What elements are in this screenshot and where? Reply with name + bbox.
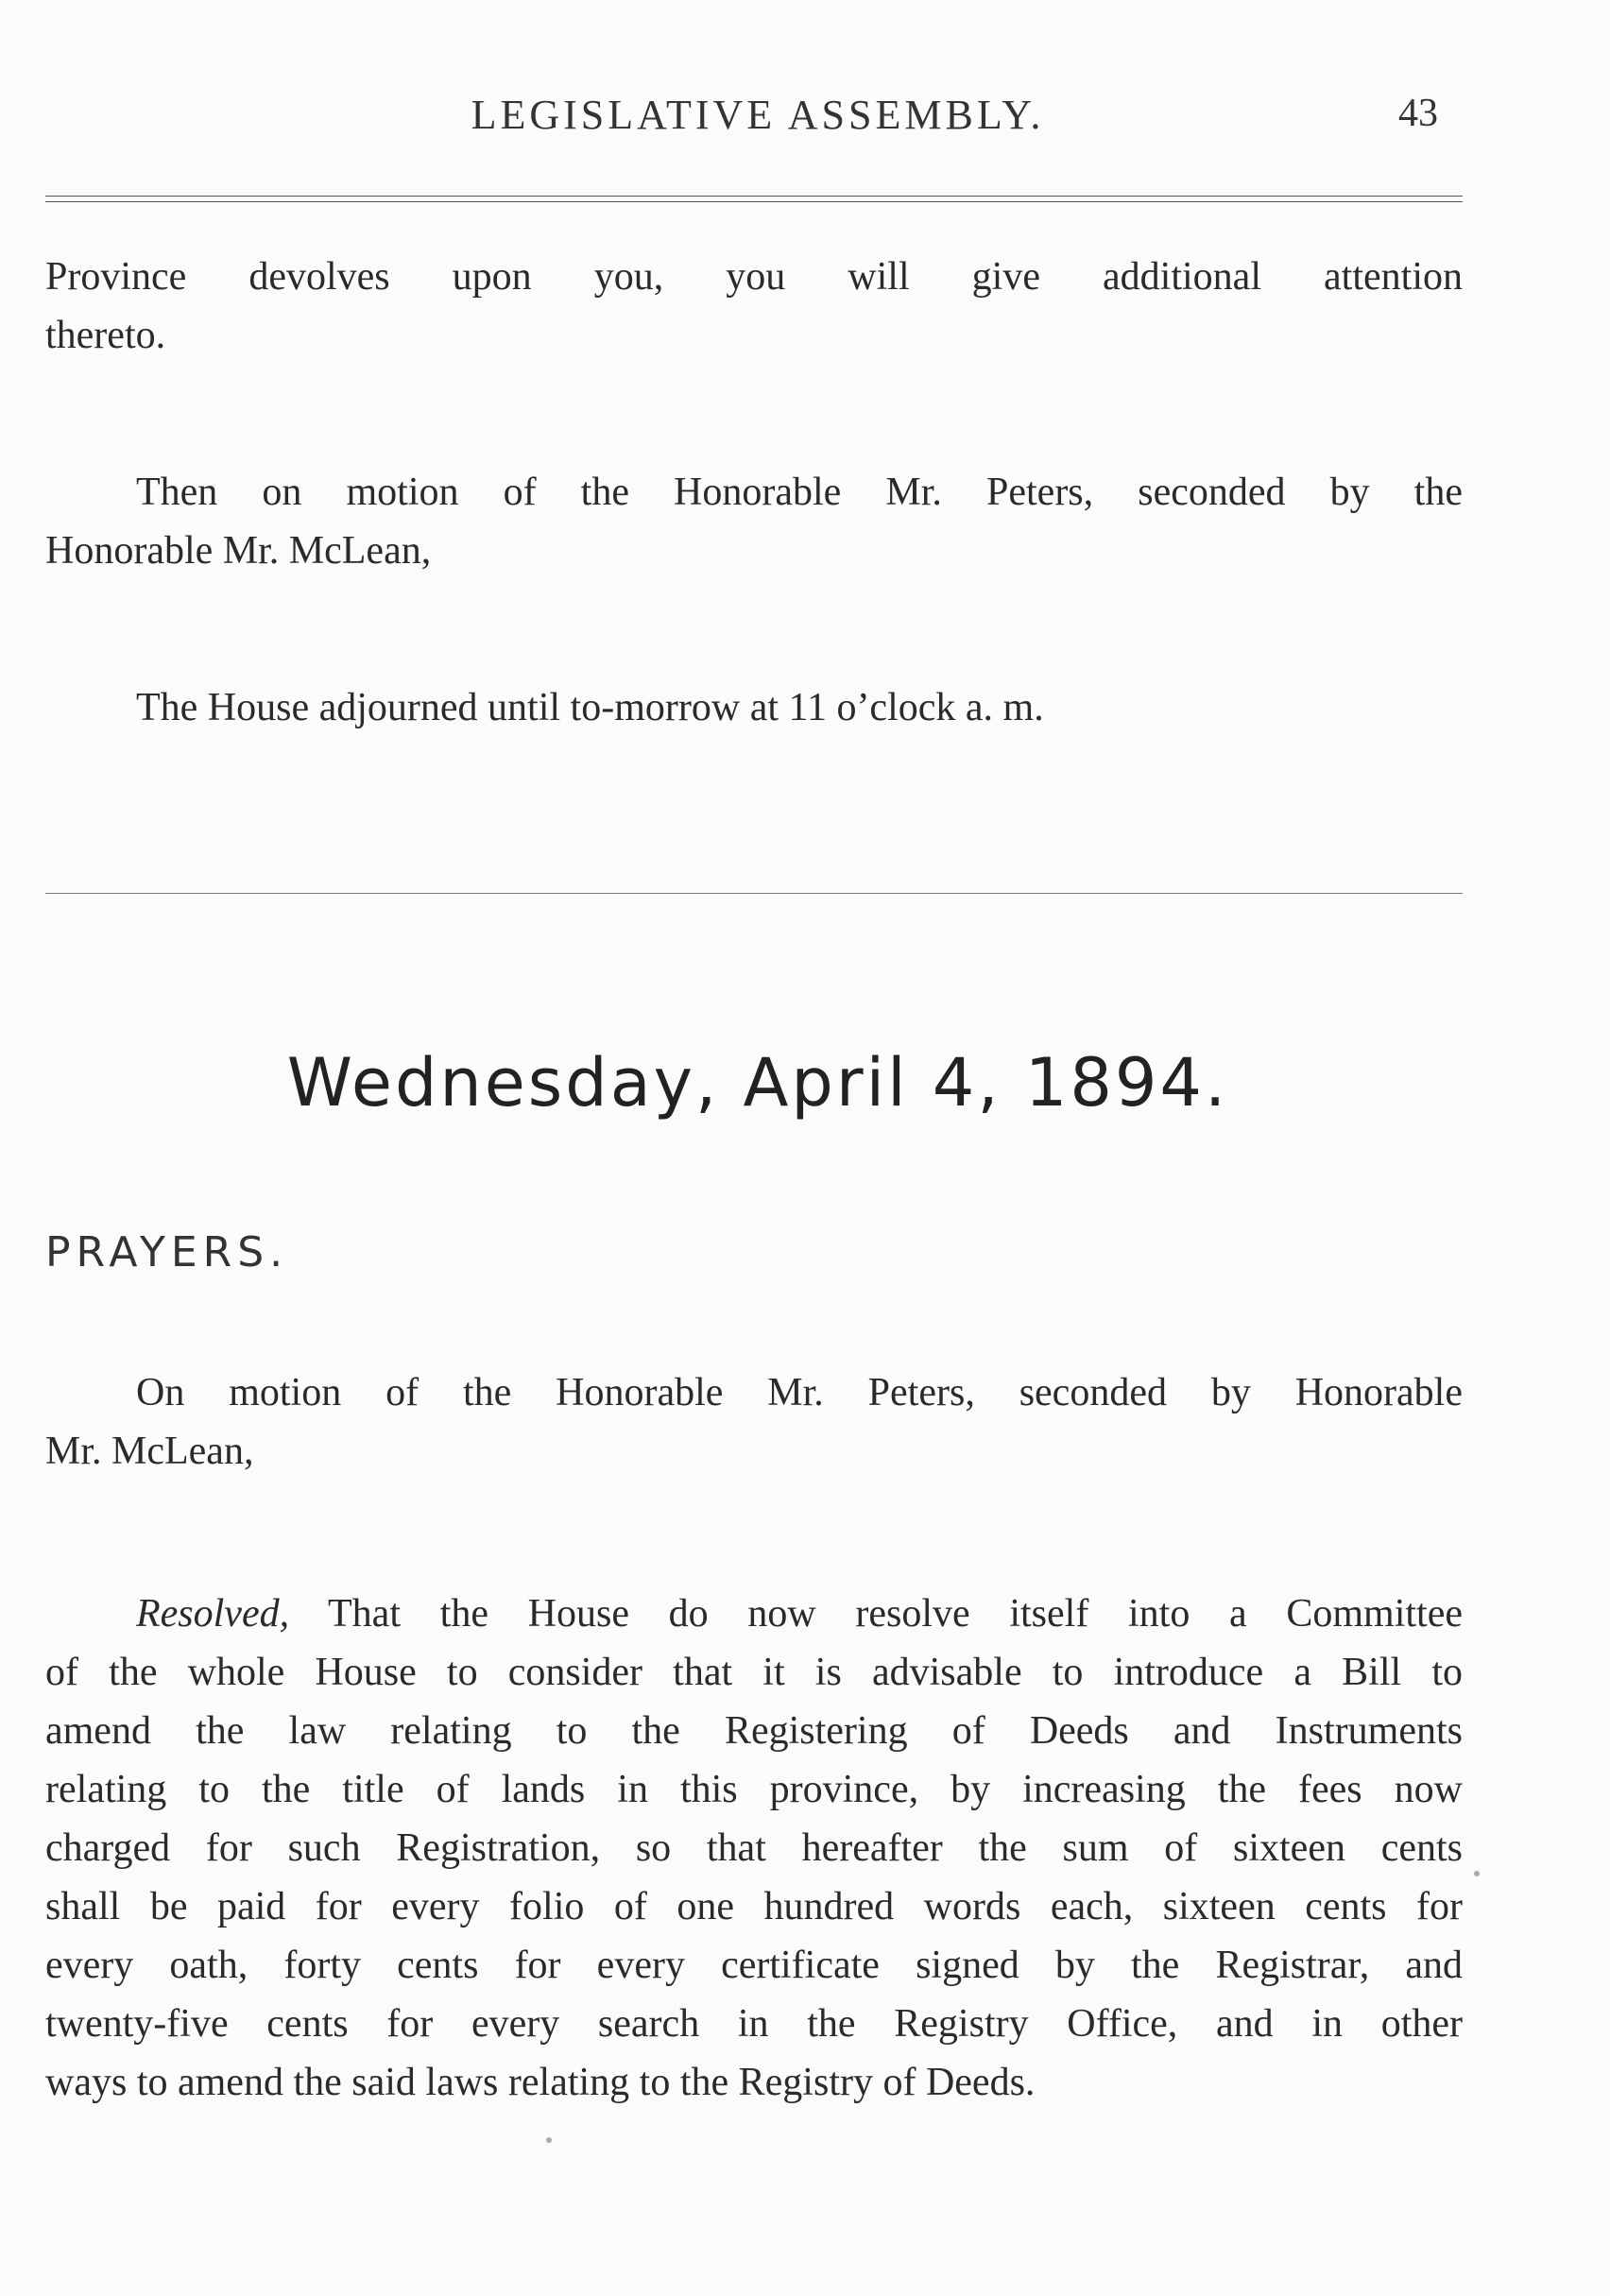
date-heading: Wednesday, April 4, 1894. — [286, 1044, 1229, 1122]
resolution-line-7: every oath, forty cents for every certificate signed by the Registrar, and — [45, 1944, 1463, 1987]
motion-line-2: Mr. McLean, — [45, 1430, 254, 1473]
resolution-line-5: charged for such Registration, so that hereafter the sum of sixteen cents — [45, 1826, 1463, 1870]
resolution-line-2: of the whole House to consider that it is advisable to introduce a Bill to — [45, 1651, 1463, 1694]
adjournment-paragraph: The House adjourned until to-morrow at 11 o’clock a. m. — [136, 686, 1044, 729]
running-title: LEGISLATIVE ASSEMBLY. — [471, 92, 1045, 138]
motion-line-1: On motion of the Honorable Mr. Peters, seconded by Honorable — [136, 1371, 1463, 1414]
header-rule — [45, 196, 1463, 202]
adjourn-motion-line-1: Then on motion of the Honorable Mr. Peters, seconded by the — [136, 471, 1463, 514]
continuation-line-1: Province devolves upon you, you will give additional attention — [45, 255, 1463, 299]
resolution-line-3: amend the law relating to the Registering of Deeds and Instruments — [45, 1709, 1463, 1753]
page-number: 43 — [1398, 92, 1438, 135]
print-speck — [546, 2137, 552, 2143]
section-heading-prayers: PRAYERS. — [45, 1228, 289, 1277]
resolution-paragraph — [45, 1585, 1463, 2112]
adjourn-motion-line-2: Honorable Mr. McLean, — [45, 529, 432, 573]
resolution-line-9: ways to amend the said laws relating to the Registry of Deeds. — [45, 2061, 1036, 2104]
section-divider — [45, 893, 1463, 894]
continuation-paragraph — [45, 248, 1463, 365]
motion-paragraph — [45, 1363, 1463, 1481]
resolution-line-8: twenty-five cents for every search in the Registry Office, and in other — [45, 2002, 1463, 2046]
resolution-line-1 — [45, 1585, 1463, 1643]
continuation-line-2: thereto. — [45, 314, 166, 357]
resolution-line-1-text: That the House do now resolve itself into a Committee — [289, 1592, 1463, 1636]
resolution-line-4: relating to the title of lands in this province, by increasing the fees now — [45, 1768, 1463, 1811]
resolution-line-6: shall be paid for every folio of one hundred words each, sixteen cents for — [45, 1885, 1463, 1928]
print-speck — [1474, 1871, 1480, 1876]
adjourn-motion-paragraph — [45, 463, 1463, 580]
resolved-word: Resolved, — [136, 1592, 290, 1636]
